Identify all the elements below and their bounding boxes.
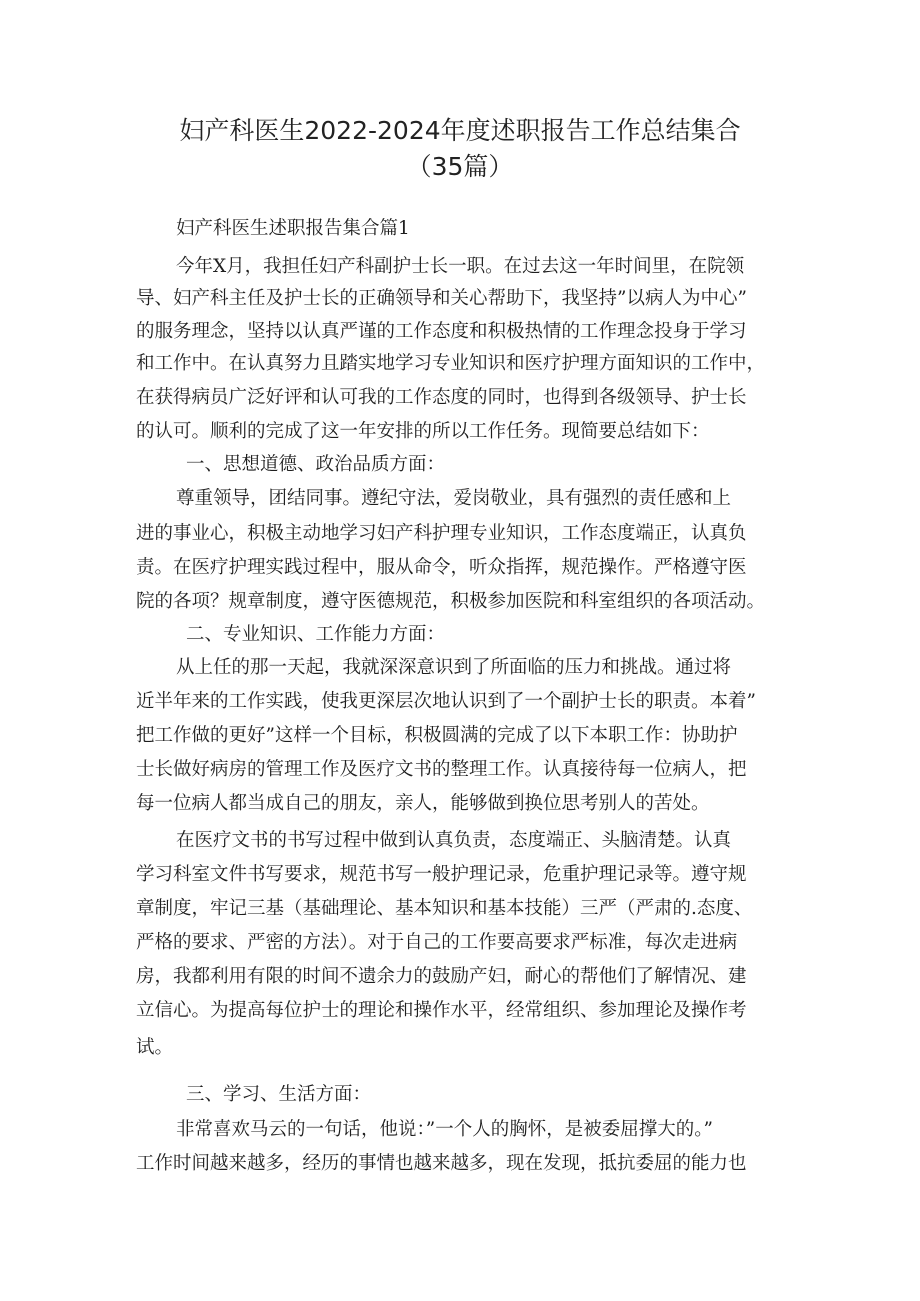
subsection-heading: 三、学习、生活方面： [186,1084,372,1105]
paragraph-line: 工作时间越来越多，经历的事情也越来越多，现在发现，抵抗委屈的能力也 [136,1153,747,1174]
paragraph-line: 把工作做的更好”这样一个目标，积极圆满的完成了以下本职工作：协助护 [136,725,738,746]
paragraph-line: 责。在医疗护理实践过程中，服从命令，听众指挥，规范操作。严格遵守医 [136,557,747,578]
paragraph-line: 今年X月，我担任妇产科副护士长一职。在过去这一年时间里，在院领 [176,256,745,277]
paragraph-line: 学习科室文件书写要求，规范书写一般护理记录，危重护理记录等。遵守规 [136,864,747,885]
paragraph-line: 从上任的那一天起，我就深深意识到了所面临的压力和挑战。通过将 [176,657,732,678]
subsection-heading: 二、专业知识、工作能力方面： [186,624,446,645]
paragraph-line: 的服务理念，坚持以认真严谨的工作态度和积极热情的工作理念投身于学习 [136,321,747,342]
paragraph-line: 进的事业心，积极主动地学习妇产科护理专业知识，工作态度端正，认真负 [136,523,747,544]
paragraph-line: 士长做好病房的管理工作及医疗文书的整理工作。认真接待每一位病人，把 [136,759,747,780]
paragraph-line: 和工作中。在认真努力且踏实地学习专业知识和医疗护理方面知识的工作中， [136,353,766,374]
paragraph-line: 在获得病员广泛好评和认可我的工作态度的同时，也得到各级领导、护士长 [136,387,747,408]
paragraph-line: 导、妇产科主任及护士长的正确领导和关心帮助下，我坚持”以病人为中心” [136,288,747,309]
paragraph-line: 立信心。为提高每位护士的理论和操作水平，经常组织、参加理论及操作考 [136,1000,747,1021]
paragraph-line: 章制度，牢记三基（基础理论、基本知识和基本技能）三严（严肃的.态度、 [136,898,753,919]
paragraph-line: 尊重领导，团结同事。遵纪守法，爱岗敬业，具有强烈的责任感和上 [176,488,732,509]
paragraph-line: 在医疗文书的书写过程中做到认真负责，态度端正、头脑清楚。认真 [176,830,732,851]
paragraph-line: 的认可。顺利的完成了这一年安排的所以工作任务。现简要总结如下： [136,421,710,442]
paragraph-line: 每一位病人都当成自己的朋友，亲人，能够做到换位思考别人的苦处。 [136,793,710,814]
paragraph-line: 院的各项？规章制度，遵守医德规范，积极参加医院和科室组织的各项活动。 [136,591,766,612]
section-heading: 妇产科医生述职报告集合篇1 [176,218,410,239]
document-title-line-2: （35篇） [406,152,514,181]
document-title-line-1: 妇产科医生2022-2024年度述职报告工作总结集合 [179,116,741,145]
subsection-heading: 一、思想道德、政治品质方面： [186,454,446,475]
paragraph-line: 严格的要求、严密的方法）。对于自己的工作要高要求严标准，每次走进病 [136,932,738,953]
paragraph-line: 试。 [136,1037,174,1058]
paragraph-line: 非常喜欢马云的一句话，他说：”一个人的胸怀，是被委屈撑大的。” [176,1119,713,1140]
paragraph-line: 房，我都利用有限的时间不遗余力的鼓励产妇，耐心的帮他们了解情况、建 [136,966,747,987]
paragraph-line: 近半年来的工作实践，使我更深层次地认识到了一个副护士长的职责。本着” [136,691,756,712]
